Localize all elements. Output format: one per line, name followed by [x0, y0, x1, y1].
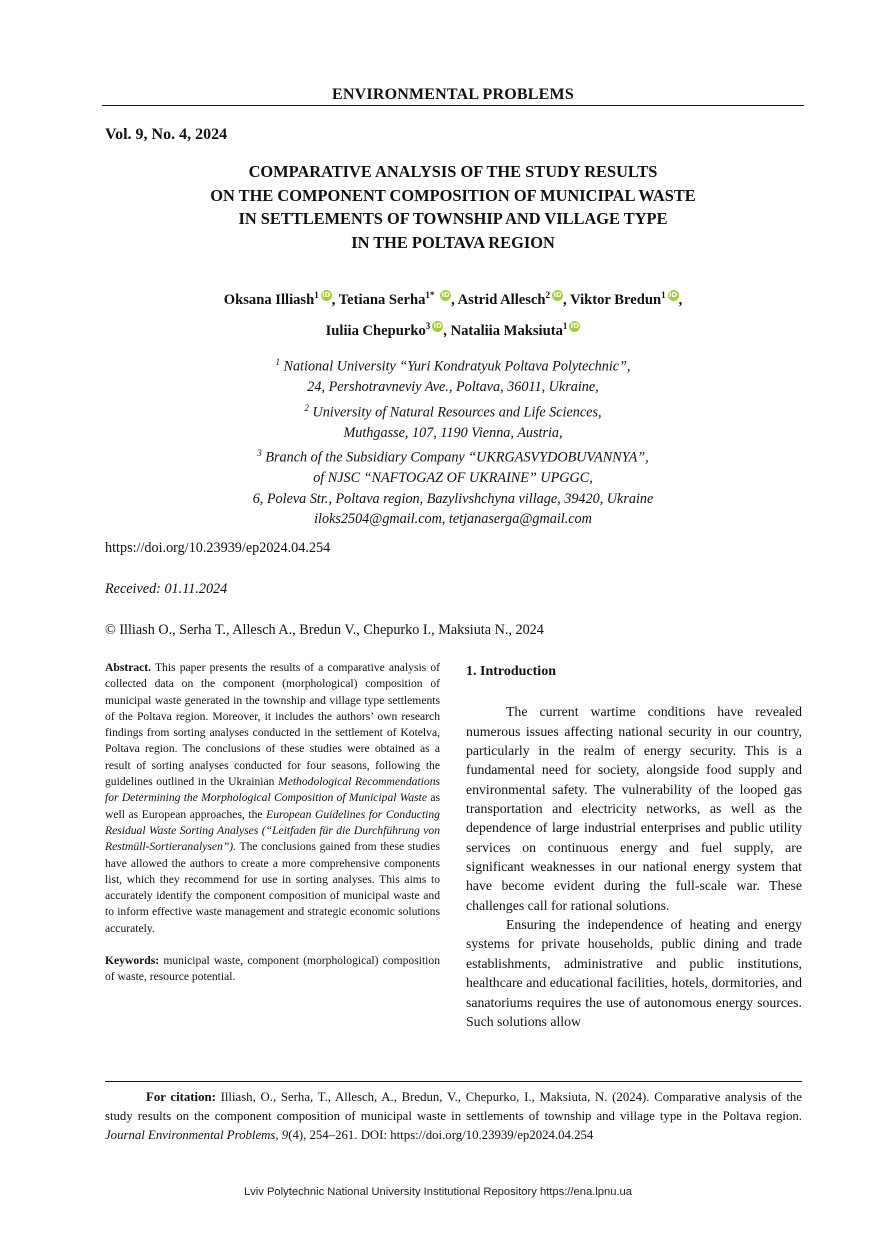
author-list: Oksana Illiash$^1$ iD, Tetiana Serha$^{1*}$ iD, Astrid Allesch$^2$ iD, Viktor Bredun$^1$ iD, Iuliia Chepurko$^3$ iD, Nataliia Maksiuta$^1$ iD	[223, 290, 683, 339]
author-affiliation-mark: 1	[661, 290, 666, 300]
abstract-text: Abstract. This paper presents the results of a comparative analysis of collected data on the component (morphological) composition of municipal waste generated in the township and village type settlements of the Poltava region. Moreover, it includes the authors’ own research findings from sorting analyses conducted in the settlement of Kotelva, Poltava region. The conclusions of these studies were obtained as a result of sorting analyses conducted for four seasons, following the guidelines outlined in the Ukrainian Methodological Recommendations for Determining the Morphological Composition of Municipal Waste as well as European approaches, the European Guidelines for Conducting Residual Waste Sorting Analyses (“Leitfaden für die Durchführung von Restmüll-Sortieranalysen”). The conclusions gained from these studies have allowed the authors to create a more comprehensive components list, which they recommend for use in sorting analyses. This aims to accurately identify the component composition of municipal waste and to inform effective waste management and strategic economic solutions accurately.	[105, 661, 441, 935]
affiliation-line: Muthgasse, 107, 1190 Vienna, Austria,	[343, 424, 563, 441]
orcid-icon[interactable]: iD	[668, 290, 678, 299]
orcid-icon[interactable]: iD	[441, 290, 450, 299]
body-paragraph: Ensuring the independence of heating and energy systems for private households, public dining and trade establishments, administrative and public institutions, healthcare and educational facilities, hotels, dormitories, and sanatoriums requires the use of autonomous energy sources. Such solutions allow	[466, 917, 802, 1029]
received-date: Received: 01.11.2024	[105, 581, 228, 597]
title-line: IN THE POLTAVA REGION	[351, 232, 555, 252]
journal-name: ENVIRONMENTAL PROBLEMS	[332, 86, 574, 103]
author-name: Iuliia Chepurko	[325, 322, 426, 339]
author-name: Nataliia Maksiuta	[450, 322, 563, 339]
author-affiliation-mark: 1	[562, 320, 568, 331]
body-paragraph: The current wartime conditions have revealed numerous issues affecting national security in our country, particularly in the realm of energy security. This is a fundamental need for society, alongside food supply and environmental safety. The vulnerability of the looped gas transportation and electricity networks, as well as the dependence of large industrial enterprises and public utility services on continuous energy and fuel supply, are significant weaknesses in our national energy system that have become evident during the full-scale war. These challenges call for rational solutions.	[466, 704, 802, 913]
author-name: Viktor Bredun	[570, 291, 662, 308]
affiliation-line: $^3$ Branch of the Subsidiary Company “UKRGASVYDOBUVANNYA”,	[257, 448, 649, 466]
author-name: Oksana Illiash	[223, 291, 315, 308]
author-affiliation-mark: 2	[545, 290, 551, 300]
introduction-section	[466, 662, 802, 1031]
affiliation-line: 6, Poleva Str., Poltava region, Bazylivshchyna village, 39420, Ukraine	[252, 490, 654, 507]
keywords-label: Keywords:	[105, 954, 160, 968]
orcid-icon[interactable]: iD	[553, 290, 562, 299]
keywords: Keywords: municipal waste, component (morphological) composition of waste, resource potential.	[105, 954, 440, 984]
paper-title	[140, 160, 766, 254]
affiliation-line: 24, Pershotravneviy Ave., Poltava, 36011, Ukraine,	[307, 379, 599, 396]
header-rule	[102, 105, 804, 106]
abstract-section	[105, 660, 440, 986]
orcid-icon[interactable]: iD	[322, 290, 331, 299]
author-name: Astrid Allesch	[457, 291, 546, 308]
abstract-label: Abstract.	[105, 661, 152, 674]
author-affiliation-mark: 1	[314, 290, 319, 300]
orcid-icon[interactable]: iD	[433, 321, 442, 330]
affiliations	[120, 352, 786, 529]
affiliation-line: $^2$ University of Natural Resources and Life Sciences,	[304, 402, 602, 421]
title-line: COMPARATIVE ANALYSIS OF THE STUDY RESULTS	[248, 162, 658, 181]
section-heading: 1. Introduction	[466, 664, 556, 679]
citation-label: For citation:	[146, 1090, 216, 1104]
volume-issue: Vol. 9, No. 4, 2024	[105, 126, 228, 143]
author-affiliation-mark: 3	[425, 320, 431, 331]
author-name: Tetiana Serha	[338, 291, 426, 308]
author-affiliation-mark: 1*	[425, 290, 435, 300]
affiliation-line: of NJSC “NAFTOGAZ OF UKRAINE” UPGGC,	[313, 470, 593, 487]
citation-block: For citation: Illiash, O., Serha, T., Allesch, A., Bredun, V., Chepurko, I., Maksiuta, N. (2024). Comparative analysis of the study results on the component composition of municipal waste in settlements of township and village type in the Poltava region. Journal Environmental Problems, 9(4), 254–261. DOI: https://doi.org/10.23939/ep2024.04.254	[105, 1090, 802, 1142]
orcid-icon[interactable]: iD	[570, 321, 579, 330]
title-line: ON THE COMPONENT COMPOSITION OF MUNICIPAL WASTE	[210, 185, 696, 205]
repository-footer: Lviv Polytechnic National University Institutional Repository https://ena.lpnu.ua	[243, 1186, 633, 1198]
contact-emails: iloks2504@gmail.com, tetjanaserga@gmail.com	[314, 511, 592, 528]
citation-rule	[105, 1081, 802, 1082]
affiliation-line: $^1$ National University “Yuri Kondratyuk Poltava Polytechnic”,	[275, 357, 631, 375]
doi-link[interactable]: https://doi.org/10.23939/ep2024.04.254	[105, 540, 331, 556]
copyright-notice: © Illiash O., Serha T., Allesch A., Bredun V., Chepurko I., Maksiuta N., 2024	[105, 622, 544, 638]
title-line: IN SETTLEMENTS OF TOWNSHIP AND VILLAGE TYPE	[238, 209, 668, 228]
